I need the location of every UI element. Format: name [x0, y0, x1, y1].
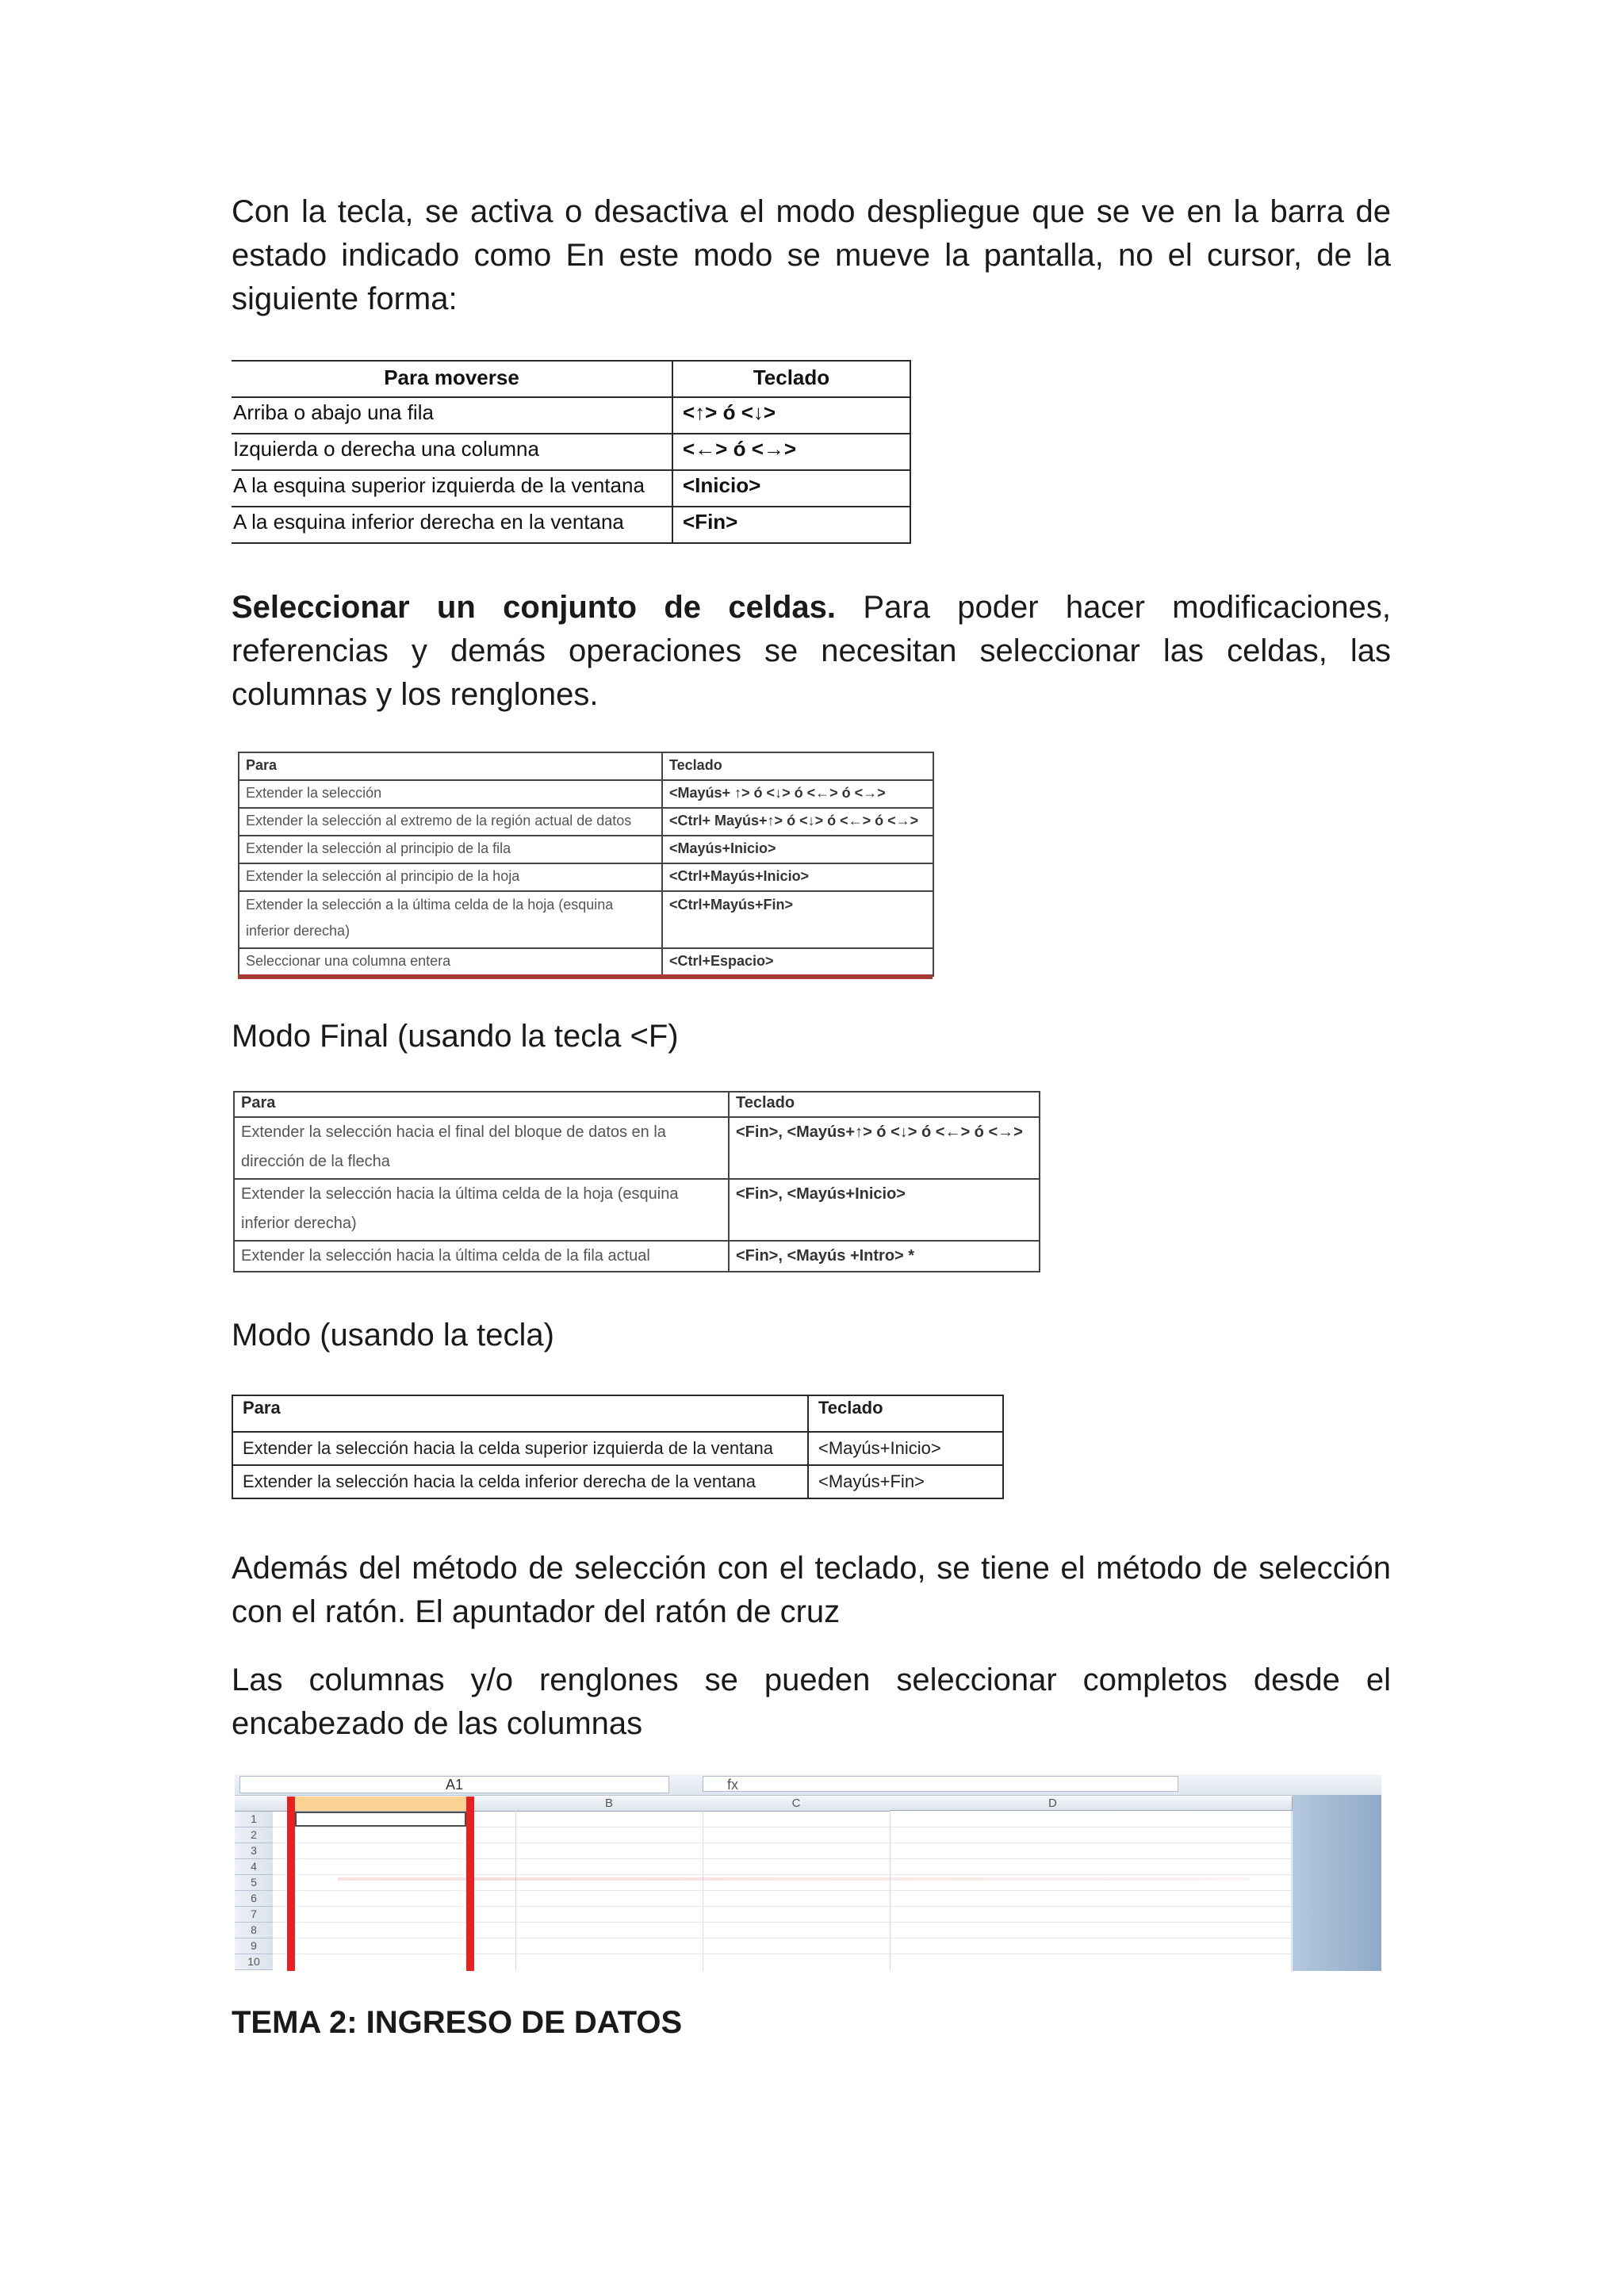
select-all-corner[interactable] — [235, 1797, 274, 1812]
table-cell: Izquierda o derecha una columna — [232, 434, 672, 470]
modo-final-label: Modo Final (usando la tecla <F) — [232, 1019, 679, 1054]
table-header-cell: Teclado — [729, 1092, 1040, 1117]
modo-label: Modo (usando la tecla) — [232, 1318, 554, 1353]
table-header-cell: Para — [234, 1092, 729, 1117]
end-mode-table — [233, 1091, 1040, 1272]
table-cell: <Ctrl+Mayús+Inicio> — [662, 863, 933, 891]
window-background-panel — [1293, 1795, 1381, 1971]
table-cell: <Ctrl+ Mayús+↑> ó <↓> ó <←> ó <→> — [662, 808, 933, 836]
table-cell: Extender la selección a la última celda de la hoja (esquina inferior derecha) — [239, 891, 662, 948]
formula-input[interactable]: fx — [703, 1776, 1178, 1792]
table-header-row — [234, 1092, 1040, 1117]
name-box[interactable]: A1 — [239, 1776, 669, 1793]
spreadsheet-screenshot — [235, 1774, 1381, 1971]
section-text: Para poder hacer modificaciones, referencias y demás operaciones se necesitan seleccionar las celdas, las columnas y los renglones. — [232, 590, 1391, 712]
table-cell: <Fin> — [672, 507, 910, 543]
row-header[interactable]: 4 — [235, 1859, 273, 1875]
intro-paragraph: Con la tecla, se activa o desactiva el modo despliegue que se ve en la barra de estado indicado como En este modo se mueve la pantalla, no el cursor, de la siguiente forma: — [232, 194, 1391, 316]
table-row — [239, 863, 933, 891]
grid-line — [1291, 1811, 1292, 1971]
table-cell: <Ctrl+Mayús+Fin> — [662, 891, 933, 948]
table-header-cell: Teclado — [672, 361, 910, 397]
mouse-paragraph: Además del método de selección con el teclado, se tiene el método de selección con el ratón. El apuntador del ratón de cruz — [232, 1551, 1391, 1629]
table-header-row — [232, 361, 910, 397]
table-cell: A la esquina superior izquierda de la ventana — [232, 470, 672, 507]
table-bottom-rule — [238, 974, 933, 979]
table-cell: <Fin>, <Mayús+Inicio> — [729, 1179, 1040, 1241]
table-row — [232, 434, 910, 470]
table-cell: <←> ó <→> — [672, 434, 910, 470]
table-cell: Extender la selección al principio de la fila — [239, 836, 662, 863]
table-cell: Extender la selección hacia el final del bloque de datos en la dirección de la flecha — [234, 1117, 729, 1179]
table-cell: <Fin>, <Mayús +Intro> * — [729, 1241, 1040, 1272]
column-header-c[interactable]: C — [703, 1797, 891, 1812]
row-header[interactable]: 9 — [235, 1938, 273, 1954]
table-cell: Extender la selección hacia la celda superior izquierda de la ventana — [232, 1432, 808, 1465]
table-header-row — [239, 752, 933, 780]
selection-table — [238, 752, 934, 977]
table-row — [234, 1179, 1040, 1241]
row-header[interactable]: 8 — [235, 1923, 273, 1938]
table-cell: <↑> ó <↓> — [672, 397, 910, 434]
table-cell: Arriba o abajo una fila — [232, 397, 672, 434]
table-header-cell: Teclado — [808, 1395, 1003, 1432]
table-cell: Extender la selección hacia la última celda de la fila actual — [234, 1241, 729, 1272]
table-row — [232, 507, 910, 543]
table-row — [232, 1432, 1003, 1465]
table-row — [234, 1117, 1040, 1179]
table-row — [239, 948, 933, 976]
table-cell: Extender la selección — [239, 780, 662, 808]
table-cell: <Ctrl+Espacio> — [662, 948, 933, 976]
selected-column-outline — [287, 1797, 474, 1971]
table-cell: Extender la selección al extremo de la región actual de datos — [239, 808, 662, 836]
table-cell: <Mayús+Inicio> — [662, 836, 933, 863]
faded-text-smudge — [338, 1877, 1250, 1881]
table-header-cell: Para — [232, 1395, 808, 1432]
table-row — [232, 397, 910, 434]
grid-line — [890, 1811, 891, 1971]
row-header[interactable]: 1 — [235, 1812, 273, 1827]
table-cell: <Mayús+ ↑> ó <↓> ó <←> ó <→> — [662, 780, 933, 808]
table-cell: A la esquina inferior derecha en la ventana — [232, 507, 672, 543]
column-header-b[interactable]: B — [515, 1797, 703, 1812]
columns-paragraph: Las columnas y/o renglones se pueden seleccionar completos desde el encabezado de las columnas — [232, 1663, 1391, 1741]
table-cell: Seleccionar una columna entera — [239, 948, 662, 976]
table-cell: <Mayús+Fin> — [808, 1465, 1003, 1498]
row-header[interactable]: 10 — [235, 1954, 273, 1970]
section-title: TEMA 2: INGRESO DE DATOS — [232, 2005, 683, 2040]
row-header[interactable]: 7 — [235, 1907, 273, 1923]
table-cell: <Mayús+Inicio> — [808, 1432, 1003, 1465]
table-row — [239, 808, 933, 836]
row-header[interactable]: 2 — [235, 1827, 273, 1843]
row-header[interactable]: 6 — [235, 1891, 273, 1907]
table-row — [239, 891, 933, 948]
table-cell: <Inicio> — [672, 470, 910, 507]
table-row — [239, 836, 933, 863]
table-header-cell: Para — [239, 752, 662, 780]
table-header-cell: Teclado — [662, 752, 933, 780]
table-row — [234, 1241, 1040, 1272]
table-row — [239, 780, 933, 808]
table-cell: Extender la selección hacia la última celda de la hoja (esquina inferior derecha) — [234, 1179, 729, 1241]
table-cell: Extender la selección al principio de la hoja — [239, 863, 662, 891]
formula-bar — [235, 1774, 1381, 1796]
mode-table — [232, 1395, 1004, 1499]
table-header-row — [232, 1395, 1003, 1432]
table-cell: Extender la selección hacia la celda inferior derecha de la ventana — [232, 1465, 808, 1498]
column-header-d[interactable]: D — [890, 1797, 1293, 1811]
section-heading: Seleccionar un conjunto de celdas. — [232, 590, 837, 625]
scroll-mode-table — [232, 360, 911, 544]
table-row — [232, 1465, 1003, 1498]
select-cells-paragraph — [232, 586, 1391, 717]
table-cell: <Fin>, <Mayús+↑> ó <↓> ó <←> ó <→> — [729, 1117, 1040, 1179]
table-header-cell: Para moverse — [232, 361, 672, 397]
grid-line — [515, 1811, 516, 1971]
row-header[interactable]: 5 — [235, 1875, 273, 1891]
row-header[interactable]: 3 — [235, 1843, 273, 1859]
table-row — [232, 470, 910, 507]
